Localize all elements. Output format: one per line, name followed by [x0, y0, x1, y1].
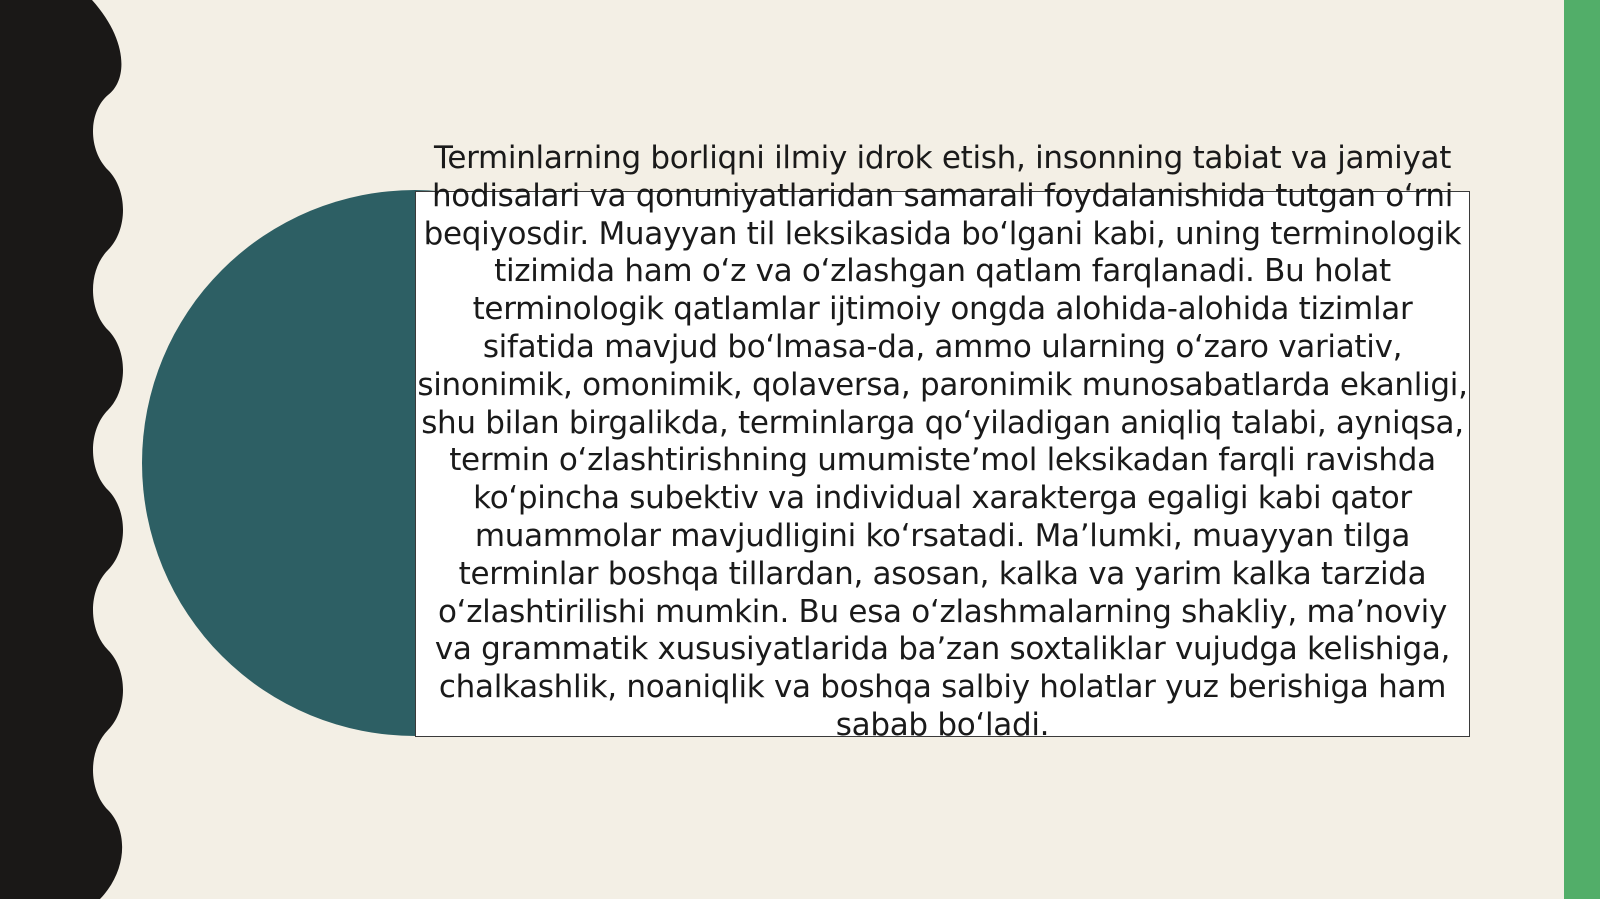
accent-strip [1564, 0, 1600, 899]
body-paragraph: Terminlarning borliqni ilmiy idrok etish, insonning tabiat va jamiyat hodisalari va qonuniyatlaridan samarali foydalanishida tutgan oʻrni beqiyosdir. Muayyan til leksikasida boʻlgani kabi, uning terminologik tizimida ham oʻz va oʻzlashgan qatlam farqlanadi. Bu holat terminologik qatlamlar ijtimoiy ongda alohida-alohida tizimlar sifatida mavjud boʻlmasa-da, ammo ularning oʻzaro variativ, sinonimik, omonimik, qolaversa, paronimik munosabatlarda ekanligi, shu bilan birgalikda, terminlarga qoʻyiladigan aniqliq talabi, ayniqsa, termin oʻzlashtirishning umumisteʼmol leksikadan farqli ravishda koʻpincha subektiv va individual xarakterga egaligi kabi qator muammolar mavjudligini koʻrsatadi. Maʼlumki, muayyan tilga terminlar boshqa tillardan, asosan, kalka va yarim kalka tarzida oʻzlashtirilishi mumkin. Bu esa oʻzlashmalarning shakliy, maʼnoviy va grammatik xususiyatlarida baʼzan soxtaliklar vujudga kelishiga, chalkashlik, noaniqlik va boshqa salbiy holatlar yuz berishiga ham sabab boʻladi. [417, 140, 1468, 743]
wavy-border-decoration [0, 0, 130, 899]
